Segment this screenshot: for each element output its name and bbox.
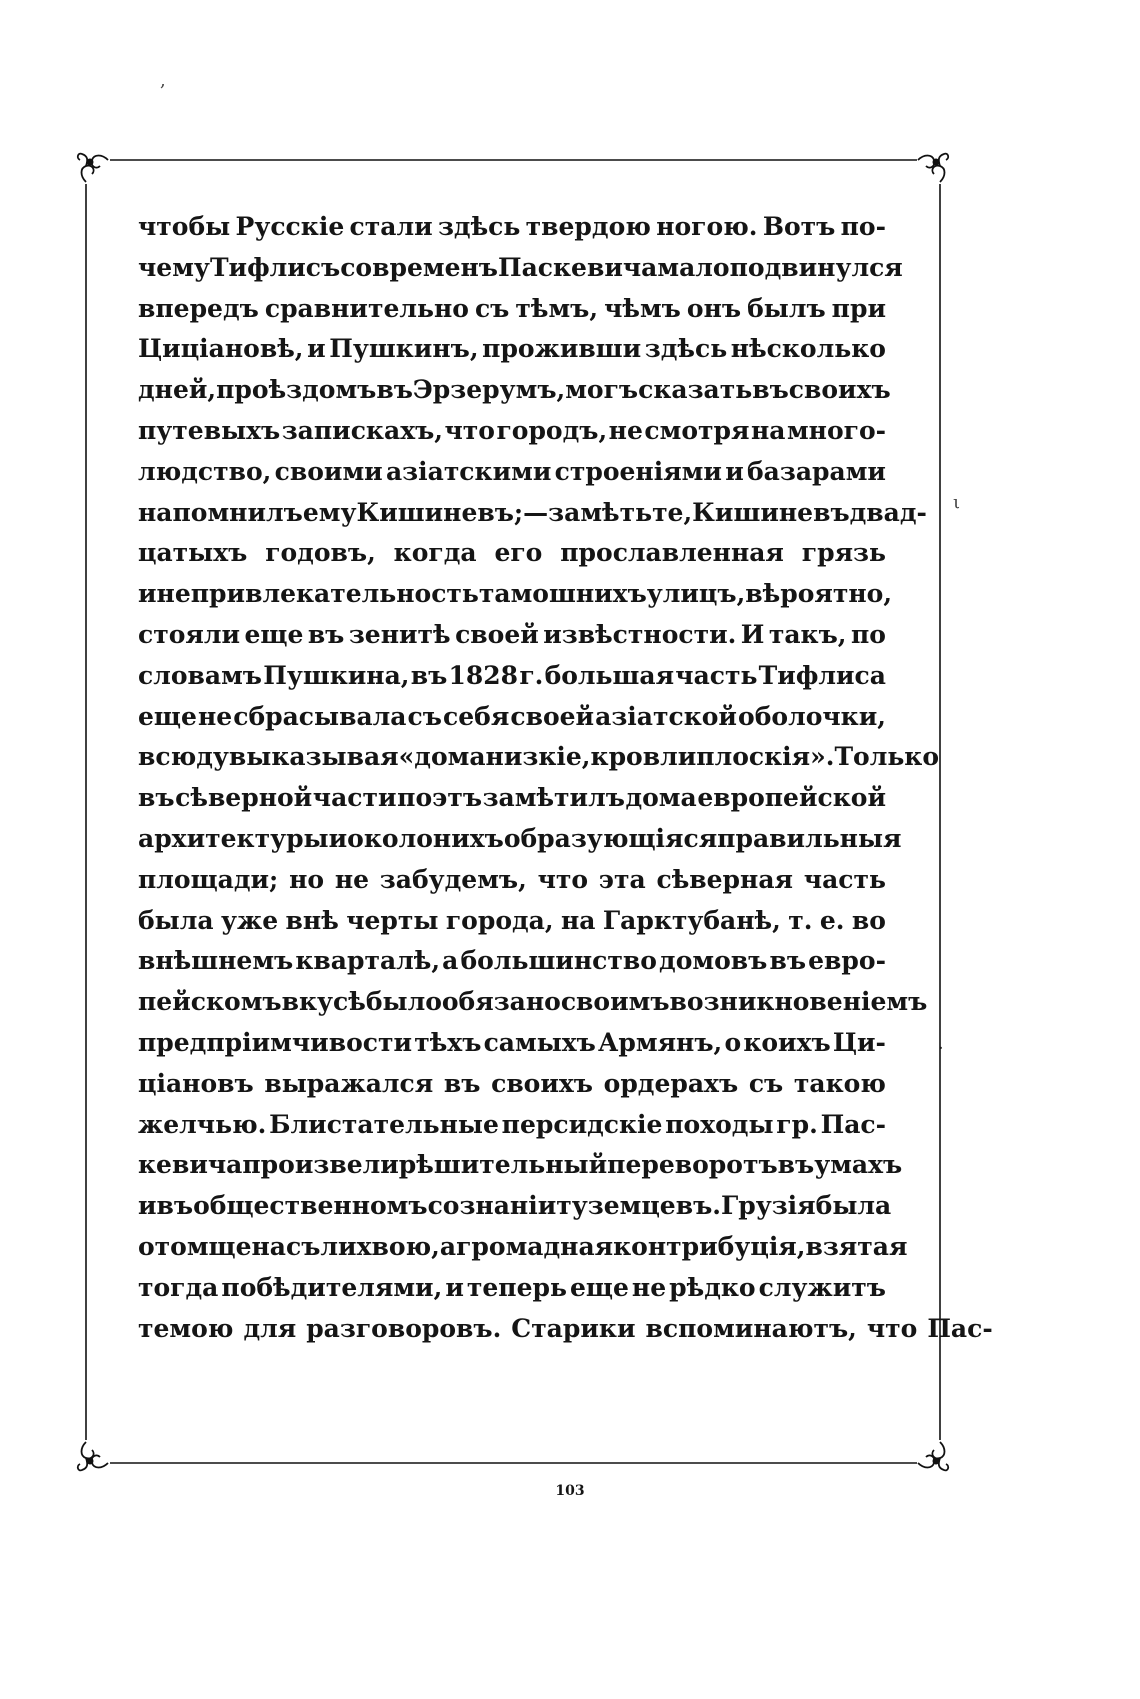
text-line: Циціановѣ, и Пушкинъ, проживши здѣсь нѣсколько — [138, 334, 886, 364]
text-line: чтобы Русскіе стали здѣсь твердою ногою. Вотъ по- — [138, 212, 886, 241]
text-line: тогда побѣдителями, и теперь еще не рѣдко служитъ — [138, 1272, 886, 1302]
text-line: впередъ сравнительно съ тѣмъ, чѣмъ онъ былъ при — [138, 293, 886, 323]
text-line: внѣшнемъ кварталѣ, а большинство домовъ въ евро- — [138, 946, 886, 976]
stray-mark-right-2: · — [938, 1038, 944, 1059]
corner-ornament-bottom-right — [918, 1442, 948, 1470]
text-line: площади; но не забудемъ, что эта сѣверная часть — [138, 864, 886, 894]
text-line: архитектуры и около нихъ образующіяся правильныя — [138, 823, 902, 853]
text-line: чему Тифлисъ со временъ Паскевича мало подвинулся — [138, 252, 903, 282]
text-line: кевича произвели рѣшительный переворотъ въ умахъ — [138, 1150, 903, 1180]
text-line: была уже внѣ черты города, на Гарктубанѣ, т. е. во — [138, 905, 886, 935]
page-number: 103 — [555, 1483, 585, 1499]
text-line: отомщена съ лихвою, а громадная контрибуція, взятая — [138, 1231, 908, 1261]
text-line: въ сѣверной части поэтъ замѣтилъ дома европейской — [138, 783, 886, 813]
corner-ornament-bottom-left — [78, 1442, 108, 1470]
text-line: темою для разговоровъ. Старики вспоминаютъ, что Пас- — [138, 1313, 993, 1343]
text-line: всюду выказывая «дома низкіе, кровли плоскія». Только — [138, 742, 940, 772]
text-line: и непривлекательность тамошнихъ улицъ, вѣроятно, — [138, 579, 893, 609]
stray-mark-right-1: ι — [953, 492, 961, 513]
text-line: пейскомъ вкусѣ было обязано своимъ возникновеніемъ — [138, 987, 928, 1017]
stray-mark-top: , — [160, 70, 166, 91]
text-line: и въ общественномъ сознаніи туземцевъ. Грузія была — [138, 1191, 892, 1221]
text-line: предпріимчивости тѣхъ самыхъ Армянъ, о коихъ Ци- — [138, 1027, 886, 1057]
text-line: цатыхъ годовъ, когда его прославленная грязь — [138, 538, 886, 568]
text-line: стояли еще въ зенитѣ своей извѣстности. И такъ, по — [138, 619, 886, 649]
text-line: желчью. Блистательные персидскіе походы гр. Пас- — [138, 1109, 886, 1139]
text-line: словамъ Пушкина, въ 1828 г. большая часть Тифлиса — [138, 660, 886, 690]
text-line: напомнилъ ему Кишиневъ;—замѣтьте, Кишиневъ двад- — [138, 497, 927, 527]
text-line: людство, своими азіатскими строеніями и базарами — [138, 456, 886, 486]
corner-ornament-top-left — [78, 154, 108, 182]
corner-ornament-top-right — [918, 154, 948, 182]
text-line: путевыхъ запискахъ, что городъ, не смотря на много- — [138, 415, 886, 445]
text-line: дней, проѣздомъ въ Эрзерумъ, могъ сказать въ своихъ — [138, 375, 891, 405]
text-line: еще не сбрасывала съ себя своей азіатской оболочки, — [138, 701, 886, 731]
body-text — [138, 207, 993, 1349]
text-line: ціановъ выражался въ своихъ ордерахъ съ такою — [138, 1068, 886, 1098]
